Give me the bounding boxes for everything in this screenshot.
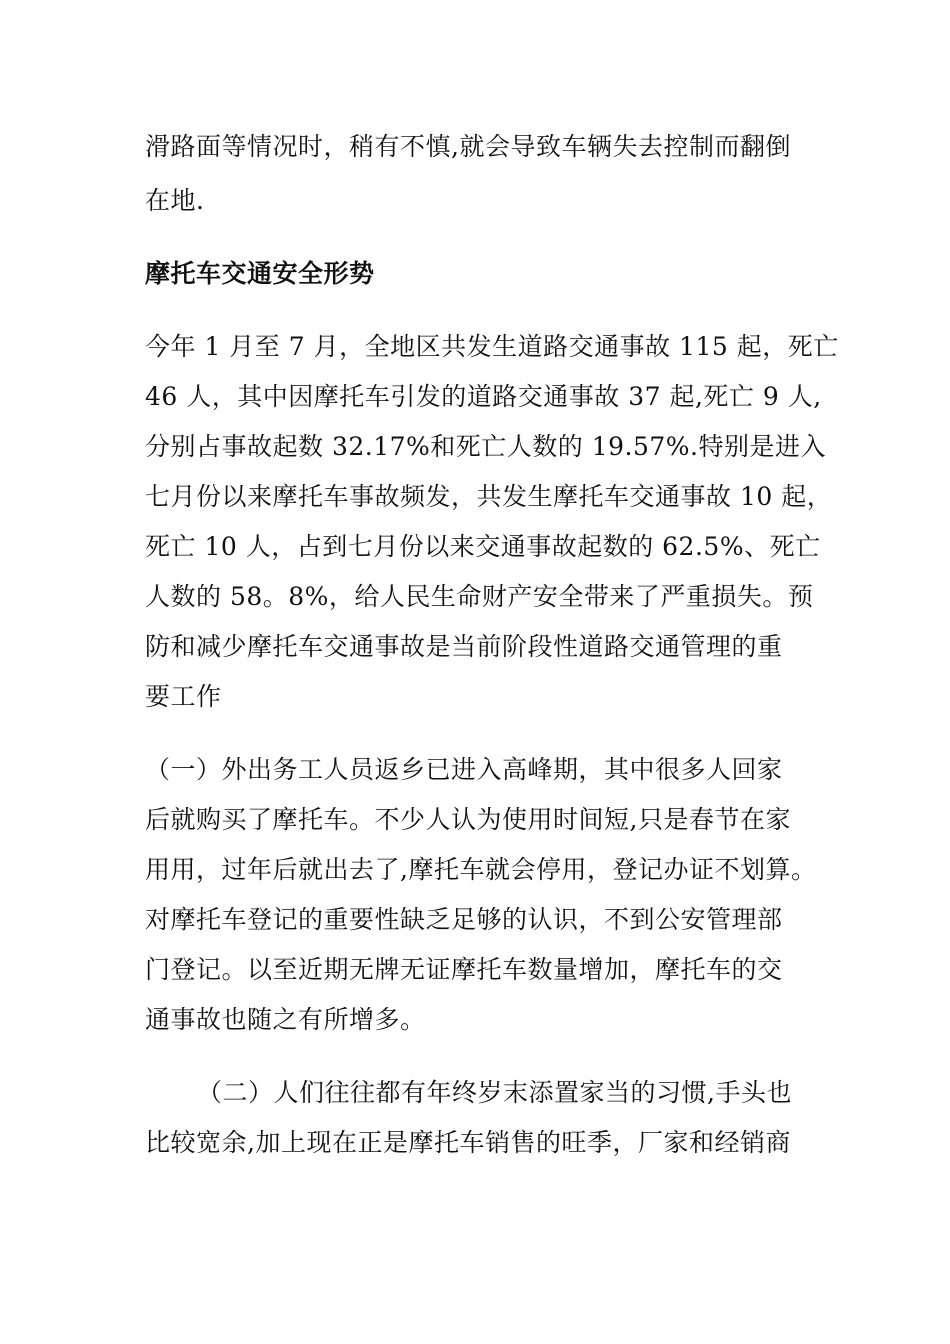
text-line: （一）外出务工人员返乡已进入高峰期，其中很多人回家 <box>145 755 783 784</box>
text-line: 门登记。以至近期无牌无证摩托车数量增加，摩托车的交 <box>145 955 783 984</box>
text-line: 对摩托车登记的重要性缺乏足够的认识，不到公安管理部 <box>145 905 783 934</box>
text-line: 46 人，其中因摩托车引发的道路交通事故 37 起,死亡 9 人, <box>145 382 822 411</box>
text-line: 人数的 58。8%，给人民生命财产安全带来了严重损失。预 <box>145 582 814 611</box>
text-line: 用用，过年后就出去了,摩托车就会停用，登记办证不划算。 <box>145 855 817 884</box>
text-line: 七月份以来摩托车事故频发，共发生摩托车交通事故 10 起， <box>145 482 833 511</box>
text-line: 后就购买了摩托车。不少人认为使用时间短,只是春节在家 <box>145 805 791 834</box>
text-line: 分别占事故起数 32.17%和死亡人数的 19.57%.特别是进入 <box>145 432 826 461</box>
section-heading: 摩托车交通安全形势 <box>145 259 375 288</box>
text-line: 防和减少摩托车交通事故是当前阶段性道路交通管理的重 <box>145 632 783 661</box>
text-line: 比较宽余,加上现在正是摩托车销售的旺季，厂家和经销商 <box>145 1128 791 1157</box>
text-line: 死亡 10 人，占到七月份以来交通事故起数的 62.5%、死亡 <box>145 532 821 561</box>
text-line: 要工作 <box>145 682 222 711</box>
text-line: 通事故也随之有所增多。 <box>145 1005 426 1034</box>
text-line: 今年 1 月至 7 月，全地区共发生道路交通事故 115 起，死亡 <box>145 332 839 361</box>
text-line: （二）人们往往都有年终岁末添置家当的习惯,手头也 <box>197 1078 792 1107</box>
text-line: 滑路面等情况时，稍有不慎,就会导致车辆失去控制而翻倒 <box>145 132 791 161</box>
text-line: 在地. <box>145 186 205 215</box>
